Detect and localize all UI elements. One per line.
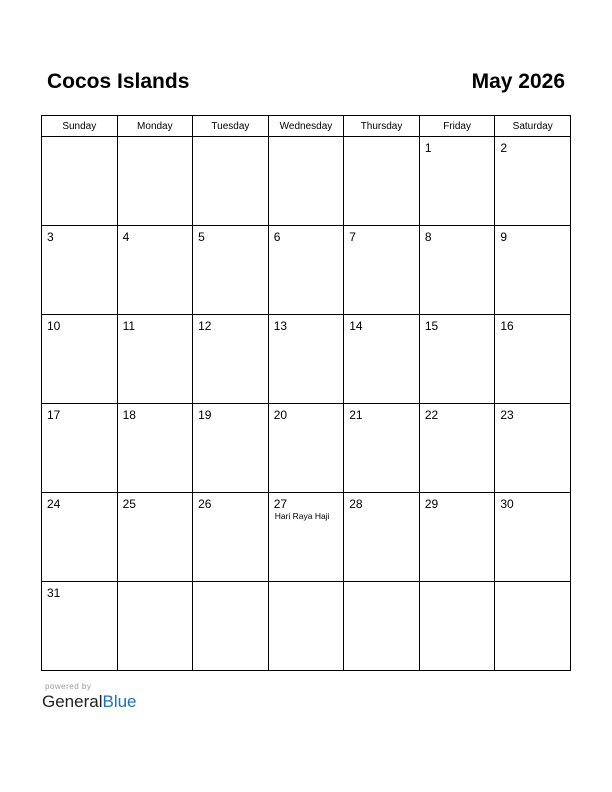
day-number: 5: [198, 230, 205, 244]
week-row: [42, 582, 571, 671]
day-cell: [193, 315, 269, 404]
weekday-saturday: Saturday: [495, 116, 571, 137]
day-cell: [495, 226, 571, 315]
month-title: May 2026: [471, 70, 565, 93]
week-row: [42, 404, 571, 493]
day-number: 19: [198, 408, 212, 422]
day-cell: [419, 226, 495, 315]
day-number: 15: [424, 319, 439, 333]
day-cell: [117, 404, 193, 493]
day-number: 10: [47, 319, 61, 333]
day-cell: [117, 582, 193, 671]
day-number: 26: [198, 497, 212, 511]
day-cell: [344, 404, 420, 493]
day-number: 31: [47, 586, 61, 600]
day-number: 22: [424, 408, 439, 422]
day-number: 16: [500, 319, 514, 333]
day-cell: [268, 226, 344, 315]
day-number: 2: [500, 141, 508, 155]
day-number: 18: [122, 408, 136, 422]
day-number: 9: [500, 230, 508, 244]
day-number: 24: [47, 497, 61, 511]
day-cell: [193, 404, 269, 493]
weekday-thursday: Thursday: [344, 116, 420, 137]
day-cell: [42, 582, 118, 671]
weekday-friday: Friday: [419, 116, 495, 137]
day-number: 11: [122, 319, 136, 333]
day-number: 28: [349, 497, 363, 511]
day-cell: [193, 137, 269, 226]
day-number: 6: [273, 230, 281, 244]
day-cell: [419, 315, 495, 404]
weekday-wednesday: Wednesday: [268, 116, 344, 137]
region-title: Cocos Islands: [47, 70, 190, 93]
day-cell: [42, 226, 118, 315]
day-cell: [268, 493, 344, 582]
day-cell: [268, 404, 344, 493]
calendar-header: [41, 70, 571, 100]
brand-logo[interactable]: [42, 692, 137, 712]
day-number: 20: [273, 408, 288, 422]
day-cell: [117, 493, 193, 582]
day-cell: [268, 137, 344, 226]
day-number: 17: [47, 408, 61, 422]
day-cell: [495, 582, 571, 671]
day-number: 30: [500, 497, 514, 511]
day-cell: [42, 137, 118, 226]
day-cell: [419, 493, 495, 582]
weekday-sunday: Sunday: [42, 116, 118, 137]
brand-general: General: [42, 692, 103, 711]
day-cell: [42, 493, 118, 582]
day-cell: [419, 137, 495, 226]
footer: [42, 682, 137, 712]
day-number: 12: [198, 319, 212, 333]
day-number: 21: [349, 408, 363, 422]
holiday-label: Hari Raya Haji: [274, 511, 330, 521]
day-number: 3: [47, 230, 54, 244]
day-number: 27: [273, 497, 288, 511]
day-cell: [495, 404, 571, 493]
calendar-grid: [41, 115, 571, 671]
day-cell: [268, 582, 344, 671]
day-cell: [495, 493, 571, 582]
day-cell: [344, 493, 420, 582]
day-cell: [117, 137, 193, 226]
weekday-tuesday: Tuesday: [193, 116, 269, 137]
day-cell: [193, 226, 269, 315]
day-cell: [344, 226, 420, 315]
day-number: 23: [500, 408, 514, 422]
day-number: 4: [122, 230, 130, 244]
day-cell: [42, 315, 118, 404]
day-cell: [193, 493, 269, 582]
powered-by-label: powered by: [45, 682, 92, 691]
day-cell: [495, 137, 571, 226]
day-cell: [344, 137, 420, 226]
day-cell: [344, 315, 420, 404]
day-number: 8: [424, 230, 432, 244]
day-cell: [117, 315, 193, 404]
week-row: [42, 493, 571, 582]
day-number: 1: [424, 141, 432, 155]
week-row: [42, 226, 571, 315]
day-number: 25: [122, 497, 136, 511]
weekday-monday: Monday: [117, 116, 193, 137]
day-cell: [344, 582, 420, 671]
day-number: 14: [349, 319, 363, 333]
day-cell: [268, 315, 344, 404]
week-row: [42, 315, 571, 404]
brand-blue: Blue: [102, 692, 137, 711]
day-number: 7: [349, 230, 356, 244]
day-cell: [495, 315, 571, 404]
day-number: 29: [424, 497, 439, 511]
weekday-header-row: [42, 116, 571, 137]
day-cell: [117, 226, 193, 315]
week-row: [42, 137, 571, 226]
day-cell: [419, 582, 495, 671]
day-number: 13: [273, 319, 288, 333]
day-cell: [419, 404, 495, 493]
day-cell: [193, 582, 269, 671]
day-cell: [42, 404, 118, 493]
